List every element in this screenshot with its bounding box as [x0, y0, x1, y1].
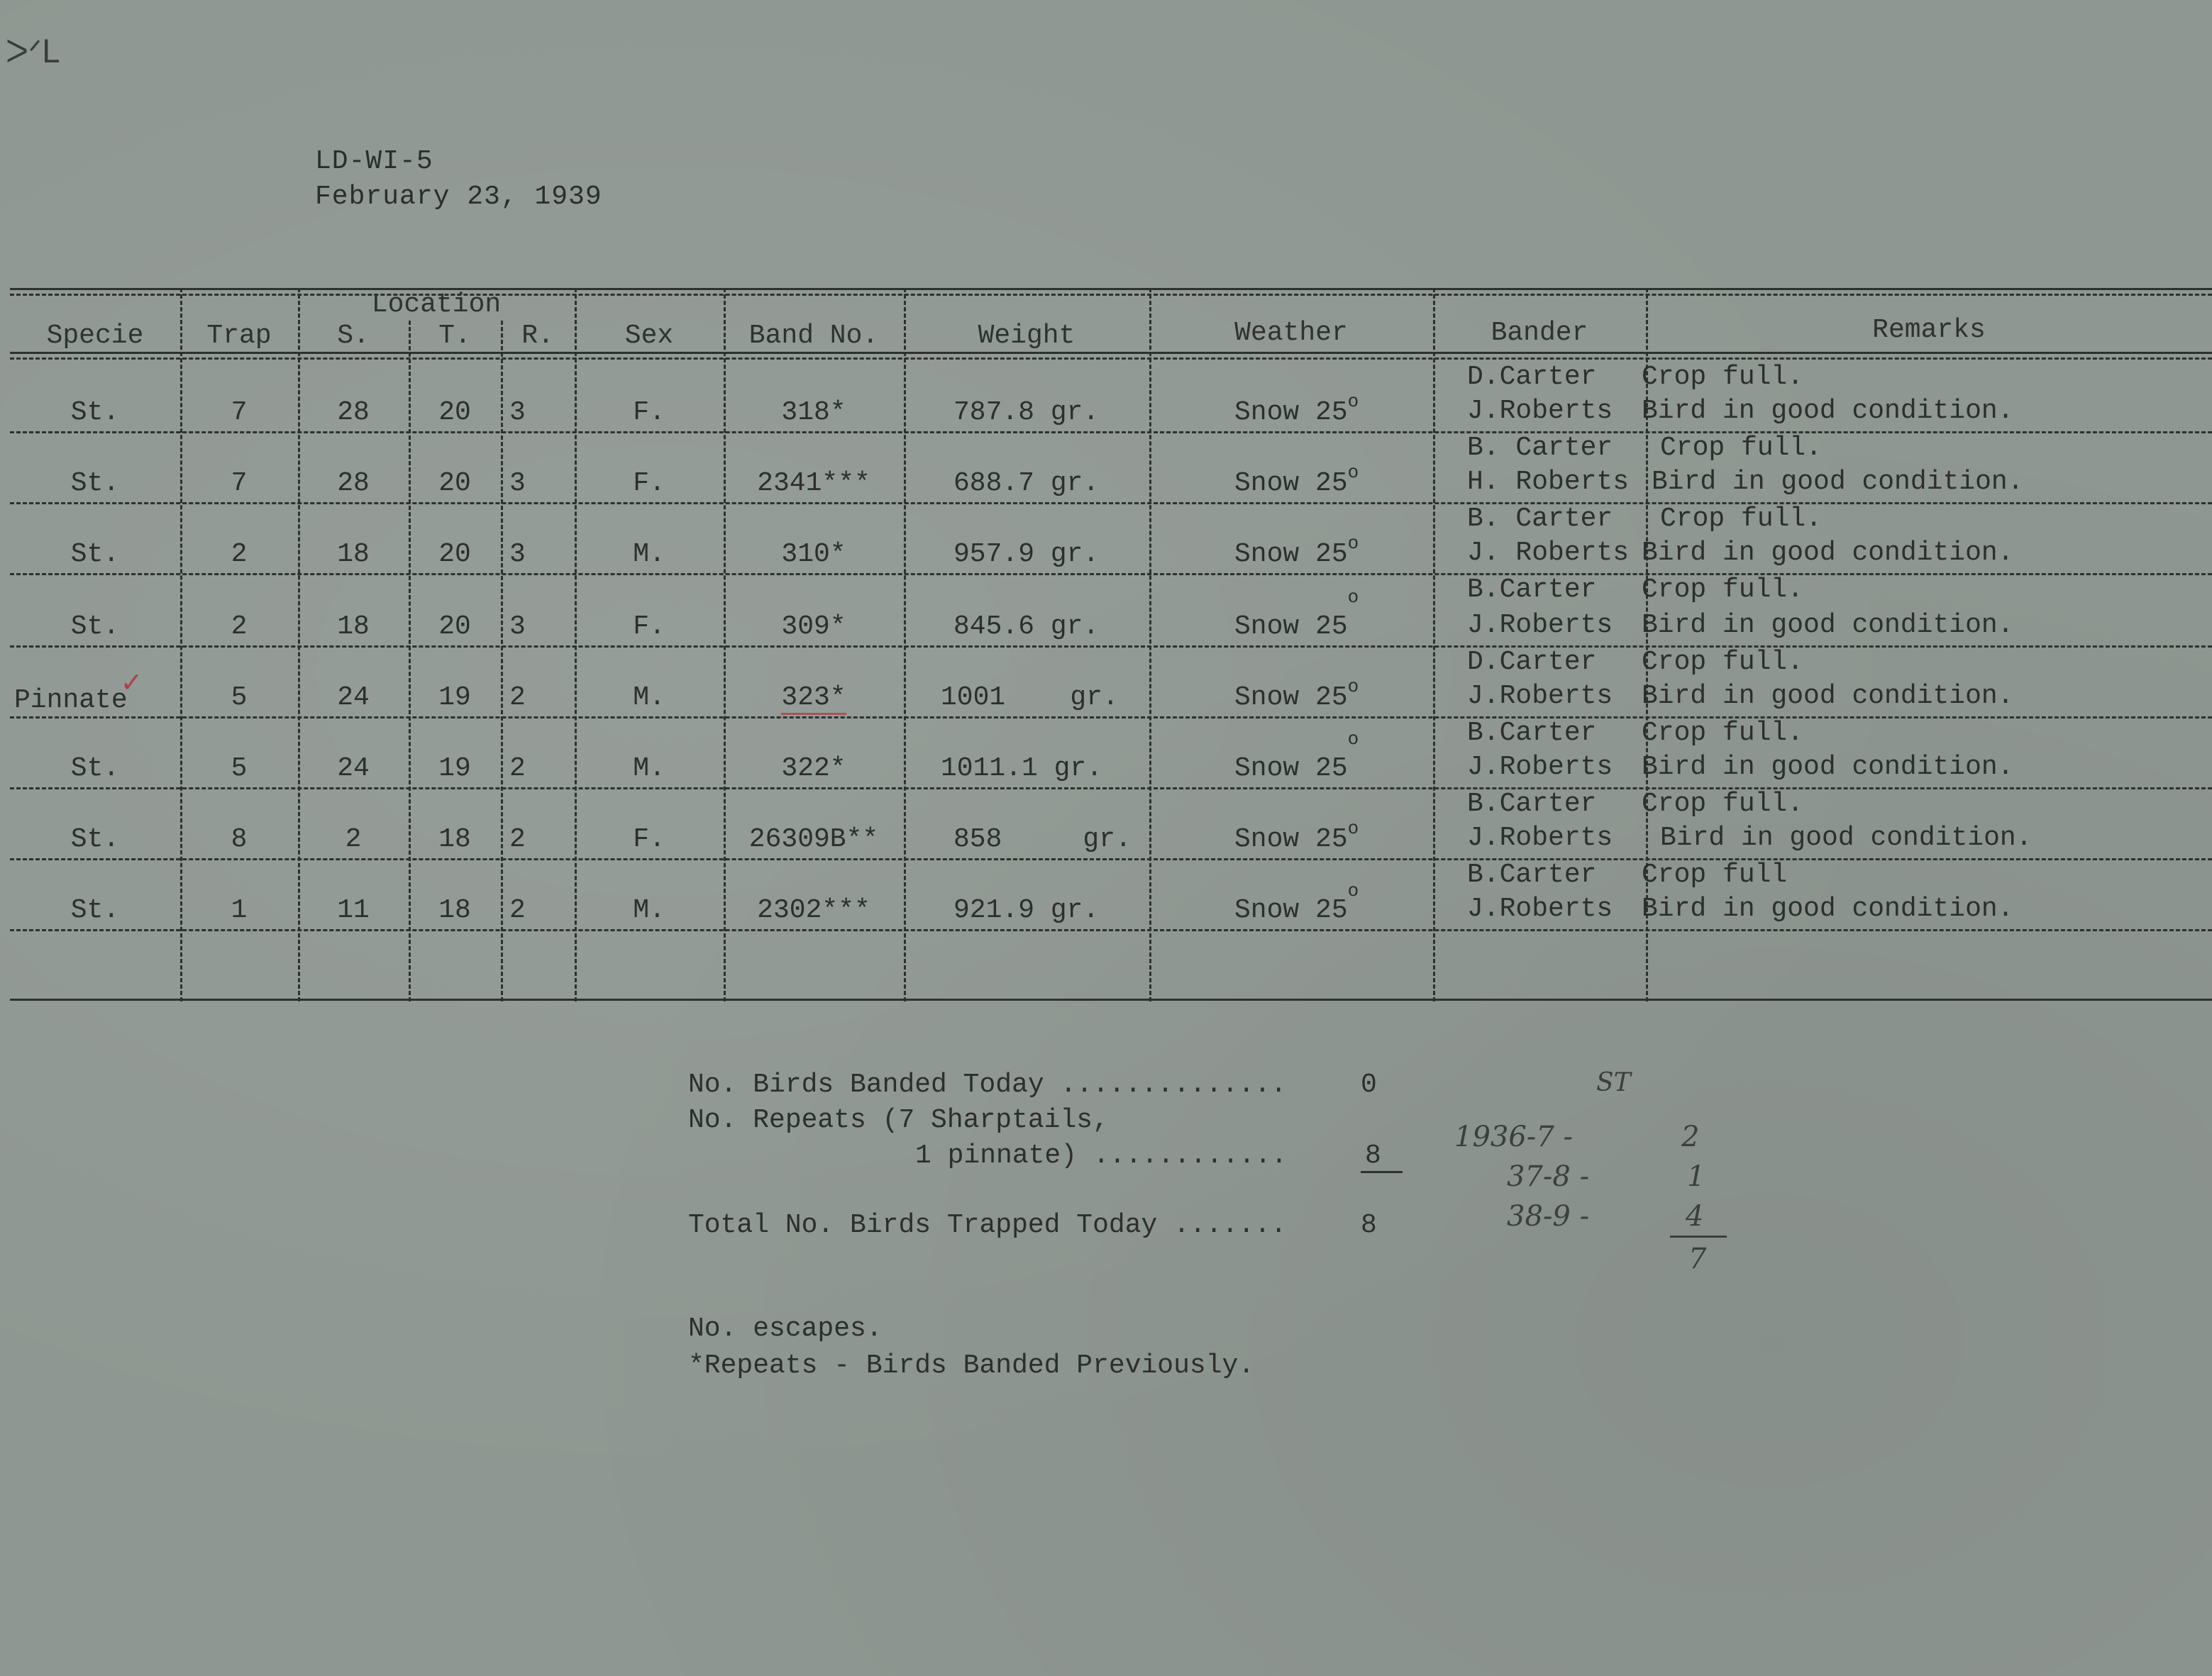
cell-range: 3	[509, 611, 526, 642]
cell-weather	[1234, 818, 1359, 855]
handwritten-sum-rule	[1670, 1236, 1727, 1238]
cell-band-no: 2341***	[757, 468, 870, 499]
cell-bander-1: B.Carter	[1467, 575, 1597, 605]
cell-township: 20	[438, 397, 471, 428]
cell-township: 18	[438, 895, 471, 926]
cell-band-no: 322*	[781, 753, 846, 784]
cell-sex: M.	[633, 753, 665, 784]
handwritten-line-2-left: 37-8 -	[1507, 1160, 1590, 1193]
cell-remark-2: Bird in good condition.	[1642, 396, 2014, 426]
degree-mark: o	[1347, 391, 1359, 412]
summary-repeats-label-2: 1 pinnate) ............	[915, 1141, 1288, 1171]
red-check-mark: ✓	[120, 667, 143, 698]
cell-weight: 787.8 gr.	[953, 397, 1100, 428]
cell-remark-2: Bird in good condition.	[1642, 752, 2014, 782]
cell-range: 3	[509, 539, 526, 570]
cell-band-no	[724, 682, 904, 713]
weather-text: Snow 25	[1234, 753, 1348, 784]
degree-mark: o	[1347, 728, 1359, 750]
header-weather: Weather	[1234, 318, 1348, 348]
cell-band-no: 318*	[781, 397, 846, 428]
cell-trap: 5	[231, 682, 248, 713]
cell-remark-1: Crop full.	[1642, 718, 1804, 748]
cell-bander-2: J.Roberts	[1467, 681, 1613, 711]
cell-remark-1: Crop full.	[1642, 362, 1804, 392]
cell-weather	[1234, 462, 1359, 499]
column-rule	[1149, 288, 1151, 1001]
header-sex: Sex	[624, 321, 674, 351]
cell-township: 20	[438, 611, 471, 642]
summary-total-value: 8	[1361, 1210, 1377, 1241]
cell-weight: 688.7 gr.	[953, 468, 1100, 499]
summary-repeats-label-1: No. Repeats (7 Sharptails,	[688, 1105, 1109, 1136]
cell-remark-2: Bird in good condition.	[1642, 610, 2014, 640]
cell-weight: 1011.1 gr.	[941, 753, 1103, 784]
cell-weather	[1234, 880, 1359, 926]
header-section: S.	[337, 321, 370, 351]
row-rule	[10, 645, 2212, 648]
weather-text: Snow 25	[1234, 397, 1348, 428]
cell-remark-1: Crop full.	[1660, 433, 1823, 463]
document-date: February 23, 1939	[315, 182, 602, 212]
degree-mark: o	[1347, 587, 1359, 608]
cell-band-no: 310*	[781, 539, 846, 570]
summary-banded-value: 0	[1361, 1070, 1377, 1100]
cell-sex: M.	[633, 682, 665, 713]
row-rule	[10, 929, 2212, 931]
cell-remark-2: Bird in good condition.	[1642, 894, 2014, 924]
column-rule	[904, 288, 906, 1001]
weather-text: Snow 25	[1234, 895, 1348, 926]
cell-section: 11	[337, 895, 370, 926]
cell-weather	[1234, 728, 1359, 784]
header-range: R.	[521, 321, 554, 351]
header-bander: Bander	[1491, 318, 1588, 348]
summary-banded-label: No. Birds Banded Today ..............	[688, 1070, 1287, 1100]
row-rule	[10, 502, 2212, 504]
degree-mark: o	[1347, 676, 1359, 697]
row-rule	[10, 858, 2212, 860]
cell-bander-1: B. Carter	[1467, 433, 1613, 463]
cell-weather	[1234, 587, 1359, 642]
cell-section: 28	[337, 397, 370, 428]
cell-township: 20	[438, 468, 471, 499]
cell-trap: 7	[231, 397, 248, 428]
cell-weather	[1234, 676, 1359, 713]
cell-trap: 5	[231, 753, 248, 784]
row-rule	[10, 573, 2212, 575]
cell-bander-1: B.Carter	[1467, 789, 1597, 819]
cell-range: 3	[509, 468, 526, 499]
cell-trap: 2	[231, 539, 248, 570]
cell-remark-2: Bird in good condition.	[1660, 823, 2033, 853]
degree-mark: o	[1347, 462, 1359, 483]
cell-bander-1: B.Carter	[1467, 860, 1597, 890]
handwritten-total: 7	[1688, 1243, 1707, 1275]
weather-text: Snow 25	[1234, 468, 1348, 499]
cell-bander-2: J.Roberts	[1467, 823, 1613, 853]
row-rule	[10, 787, 2212, 789]
header-band-no: Band No.	[748, 321, 879, 351]
cell-specie: St.	[70, 895, 120, 926]
handwritten-st: ST	[1596, 1068, 1631, 1097]
cell-township: 19	[438, 682, 471, 713]
handwritten-line-2-right: 1	[1687, 1160, 1705, 1193]
cell-section: 18	[337, 539, 370, 570]
cell-range: 2	[509, 753, 526, 784]
row-rule	[10, 431, 2212, 433]
cell-weight: 858 gr.	[953, 824, 1132, 855]
cell-remark-1: Crop full.	[1642, 789, 1804, 819]
row-rule	[10, 716, 2212, 718]
cell-section: 18	[337, 611, 370, 642]
cell-bander-2: J.Roberts	[1467, 752, 1613, 782]
summary-total-label: Total No. Birds Trapped Today .......	[688, 1210, 1287, 1241]
cell-township: 19	[438, 753, 471, 784]
cell-trap: 7	[231, 468, 248, 499]
cell-weather	[1234, 533, 1359, 570]
cell-band-no: 2302***	[757, 895, 870, 926]
cell-trap: 8	[231, 824, 248, 855]
cell-section: 2	[345, 824, 362, 855]
cell-sex: F.	[633, 468, 665, 499]
cell-sex: F.	[633, 611, 665, 642]
cell-remark-1: Crop full	[1642, 860, 1788, 890]
cell-range: 2	[509, 824, 526, 855]
cell-weight: 1001 gr.	[941, 682, 1119, 713]
corner-mark: ᐳᐟᒪ	[6, 34, 60, 70]
cell-specie	[14, 667, 150, 716]
degree-mark: o	[1347, 533, 1359, 554]
weather-text: Snow 25	[1234, 539, 1348, 570]
banding-ledger-table	[10, 281, 2212, 1001]
cell-sex: M.	[633, 539, 665, 570]
cell-section: 24	[337, 682, 370, 713]
cell-remark-2: Bird in good condition.	[1642, 681, 2014, 711]
cell-bander-2: J. Roberts	[1467, 538, 1630, 568]
header-remarks: Remarks	[1872, 315, 1986, 345]
cell-bander-2: J.Roberts	[1467, 396, 1613, 426]
cell-township: 18	[438, 824, 471, 855]
cell-bander-1: B.Carter	[1467, 718, 1597, 748]
cell-remark-1: Crop full.	[1642, 575, 1804, 605]
cell-remark-2: Bird in good condition.	[1642, 538, 2014, 568]
cell-remark-1: Crop full.	[1660, 504, 1823, 534]
specie-text: Pinnate	[14, 685, 128, 716]
cell-section: 24	[337, 753, 370, 784]
header-specie: Specie	[46, 321, 144, 351]
cell-section: 28	[337, 468, 370, 499]
cell-trap: 1	[231, 895, 248, 926]
handwritten-line-1-left: 1936-7 -	[1454, 1121, 1573, 1153]
cell-sex: F.	[633, 824, 665, 855]
header-location: Location	[371, 289, 502, 320]
cell-bander-2: J.Roberts	[1467, 894, 1613, 924]
cell-range: 3	[509, 397, 526, 428]
handwritten-line-3-left: 38-9 -	[1507, 1200, 1590, 1233]
cell-remark-2: Bird in good condition.	[1652, 467, 2024, 497]
cell-bander-1: D.Carter	[1467, 362, 1597, 392]
cell-sex: M.	[633, 895, 665, 926]
cell-bander-2: H. Roberts	[1467, 467, 1630, 497]
cell-weight: 957.9 gr.	[953, 539, 1100, 570]
weather-text: Snow 25	[1234, 611, 1348, 642]
weather-text: Snow 25	[1234, 682, 1348, 713]
band-no-text: 323*	[781, 682, 846, 715]
cell-bander-1: D.Carter	[1467, 647, 1597, 677]
weather-text: Snow 25	[1234, 824, 1348, 855]
handwritten-line-3-right: 4	[1686, 1200, 1704, 1233]
cell-specie: St.	[70, 753, 120, 784]
cell-specie: St.	[70, 539, 120, 570]
cell-sex: F.	[633, 397, 665, 428]
degree-mark: o	[1347, 880, 1359, 901]
degree-mark: o	[1347, 818, 1359, 839]
cell-range: 2	[509, 895, 526, 926]
cell-trap: 2	[231, 611, 248, 642]
cell-specie: St.	[70, 611, 120, 642]
cell-band-no: 26309B**	[748, 824, 879, 855]
cell-range: 2	[509, 682, 526, 713]
summary-footnote: *Repeats - Birds Banded Previously.	[688, 1350, 1255, 1381]
column-rule	[501, 321, 503, 1001]
header-rule	[10, 352, 2212, 354]
cell-bander-1: B. Carter	[1467, 504, 1613, 534]
document-code: LD-WI-5	[315, 146, 433, 177]
header-rule-2	[10, 357, 2212, 360]
cell-band-no: 309*	[781, 611, 846, 642]
cell-specie: St.	[70, 397, 120, 428]
column-rule	[1433, 288, 1435, 1001]
cell-specie: St.	[70, 468, 120, 499]
handwritten-line-1-right: 2	[1681, 1121, 1700, 1153]
cell-weight: 845.6 gr.	[953, 611, 1100, 642]
cell-weight: 921.9 gr.	[953, 895, 1100, 926]
table-bottom-rule	[10, 999, 2212, 1001]
header-trap: Trap	[206, 321, 272, 351]
header-township: T.	[438, 321, 471, 351]
summary-repeats-value: 8	[1361, 1141, 1403, 1173]
cell-weather	[1234, 391, 1359, 428]
header-weight: Weight	[978, 321, 1075, 351]
cell-specie: St.	[70, 824, 120, 855]
summary-escapes: No. escapes.	[688, 1314, 883, 1344]
cell-bander-2: J.Roberts	[1467, 610, 1613, 640]
cell-township: 20	[438, 539, 471, 570]
cell-remark-1: Crop full.	[1642, 647, 1804, 677]
